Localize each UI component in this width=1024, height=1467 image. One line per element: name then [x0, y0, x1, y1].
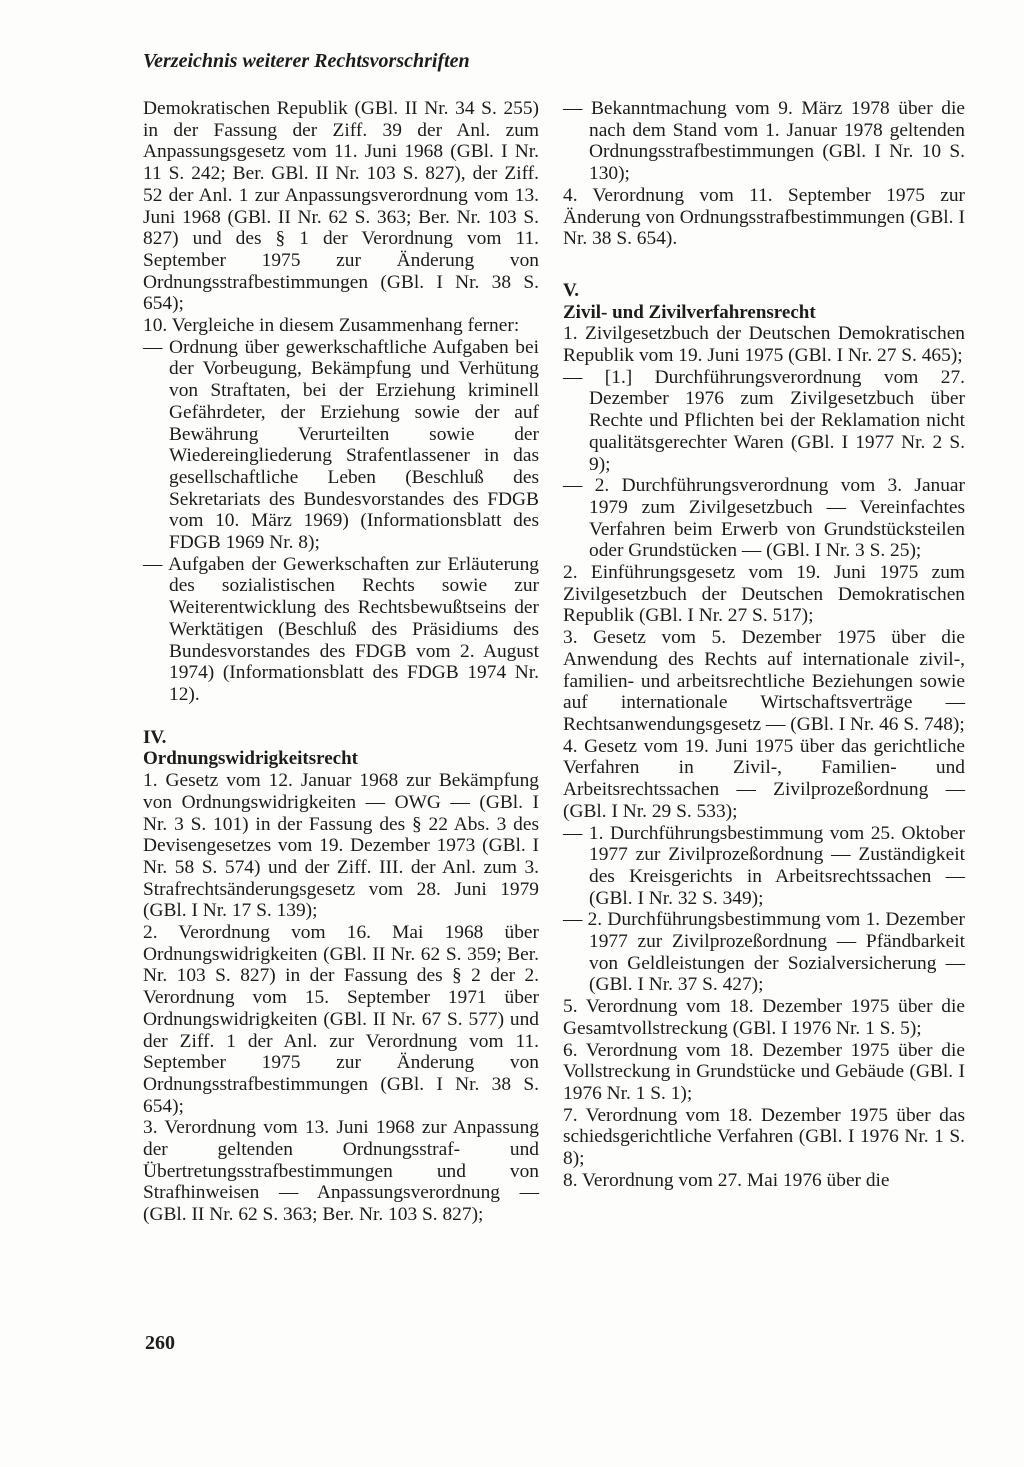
section-numeral: V.	[563, 279, 580, 301]
page-number: 260	[145, 1332, 175, 1354]
list-item: 1. Gesetz vom 12. Januar 1968 zur Bekämpfung von Ordnungswidrigkeiten — OWG — (GBl. I Nr. 3 S. 101) in der Fassung des § 22 Abs. 3 des Devisengesetzes vom 19. Dezember 1973 (GBl. I Nr. 58 S. 574) und der Ziff. III. der Anl. zum 3. Strafrechtsänderungsgesetz vom 28. Juni 1979 (GBl. I Nr. 17 S. 139);	[143, 770, 539, 922]
list-item: 7. Verordnung vom 18. Dezember 1975 über das schiedsgerichtliche Verfahren (GBl. I 1976 Nr. 1 S. 8);	[563, 1104, 965, 1170]
running-head: Verzeichnis weiterer Rechtsvorschriften	[143, 50, 470, 72]
list-item: 8. Verordnung vom 27. Mai 1976 über die	[563, 1169, 890, 1191]
section-numeral: IV.	[143, 726, 167, 748]
list-item: 2. Einführungsgesetz vom 19. Juni 1975 zum Zivilgesetzbuch der Deutschen Demokratischen Republik (GBl. I Nr. 27 S. 517);	[563, 562, 965, 627]
list-item: 1. Zivilgesetzbuch der Deutschen Demokratischen Republik vom 19. Juni 1975 (GBl. I Nr. 27 S. 465);	[563, 323, 965, 367]
section-title: Zivil- und Zivilverfahrensrecht	[563, 301, 816, 323]
list-item: — 1. Durchführungsbestimmung vom 25. Oktober 1977 zur Zivilprozeßordnung — Zuständigkeit des Kreisgerichts in Arbeitsrechtssachen — (GBl. I Nr. 32 S. 349);	[563, 822, 965, 909]
left-column	[143, 98, 539, 1226]
list-item: — Ordnung über gewerkschaftliche Aufgaben bei der Vorbeugung, Bekämpfung und Verhütung von Straftaten, bei der Erziehung kriminell Gefährdeter, der Erziehung sowie der auf Bewährung Verurteilten sowie der Wiedereingliederung Strafentlassener in das gesellschaftliche Leben (Beschluß des Sekretariats des Bundesvorstandes des FDGB vom 10. März 1969) (Informationsblatt des FDGB 1969 Nr. 8);	[143, 336, 539, 554]
list-item: — 2. Durchführungsbestimmung vom 1. Dezember 1977 zur Zivilprozeßordnung — Pfändbarkeit von Geldleistungen der Sozialversicherung — (GBl. I Nr. 37 S. 427);	[563, 909, 965, 996]
list-item: — Aufgaben der Gewerkschaften zur Erläuterung des sozialistischen Rechts sowie zur Weiterentwicklung des Rechtsbewußtseins der Werktätigen (Beschluß des Präsidiums des Bundesvorstandes des FDGB vom 2. August 1974) (Informationsblatt des FDGB 1974 Nr. 12).	[143, 553, 539, 705]
paragraph: 10. Vergleiche in diesem Zusammenhang ferner:	[143, 315, 520, 337]
list-item: 2. Verordnung vom 16. Mai 1968 über Ordnungswidrigkeiten (GBl. II Nr. 62 S. 359; Ber. Nr. 103 S. 827) in der Fassung des § 2 der 2. Verordnung vom 15. September 1971 über Ordnungswidrigkeiten (GBl. II Nr. 67 S. 577) und der Ziff. 1 der Anl. zur Verordnung vom 11. September 1975 zur Änderung von Ordnungsstrafbestimmungen (GBl. I Nr. 38 S. 654);	[143, 922, 539, 1117]
list-item: 5. Verordnung vom 18. Dezember 1975 über die Gesamtvollstreckung (GBl. I 1976 Nr. 1 S. 5);	[563, 996, 965, 1039]
list-item: 3. Verordnung vom 13. Juni 1968 zur Anpassung der geltenden Ordnungsstraf- und Übertretungsstrafbestimmungen und von Strafhinweisen — Anpassungsverordnung — (GBl. II Nr. 62 S. 363; Ber. Nr. 103 S. 827);	[143, 1117, 539, 1226]
list-item: 3. Gesetz vom 5. Dezember 1975 über die Anwendung des Rechts auf internationale zivil-, familien- und arbeitsrechtliche Beziehungen sowie auf internationale Wirtschaftsverträge — Rechtsanwendungsgesetz — (GBl. I Nr. 46 S. 748);	[563, 627, 965, 735]
right-column	[563, 98, 965, 1191]
list-item: 6. Verordnung vom 18. Dezember 1975 über die Vollstreckung in Grundstücke und Gebäude (GBl. I 1976 Nr. 1 S. 1);	[563, 1039, 965, 1104]
list-item: — 2. Durchführungsverordnung vom 3. Januar 1979 zum Zivilgesetzbuch — Vereinfachtes Verfahren beim Erwerb von Grundstücksteilen oder Grundstücken — (GBl. I Nr. 3 S. 25);	[563, 475, 965, 562]
paragraph: Demokratischen Republik (GBl. II Nr. 34 S. 255) in der Fassung der Ziff. 39 der Anl. zum Anpassungsgesetz vom 11. Juni 1968 (GBl. I Nr. 11 S. 242; Ber. GBl. II Nr. 103 S. 827), der Ziff. 52 der Anl. 1 zur Anpassungsverordnung vom 13. Juni 1968 (GBl. II Nr. 62 S. 363; Ber. Nr. 103 S. 827) und des § 1 der Verordnung vom 11. September 1975 zur Änderung von Ordnungsstrafbestimmungen (GBl. I Nr. 38 S. 654);	[143, 98, 539, 315]
section-title: Ordnungswidrigkeitsrecht	[143, 748, 359, 770]
list-item: 4. Verordnung vom 11. September 1975 zur Änderung von Ordnungsstrafbestimmungen (GBl. I Nr. 38 S. 654).	[563, 184, 965, 250]
list-item: 4. Gesetz vom 19. Juni 1975 über das gerichtliche Verfahren in Zivil-, Familien- und Arbeitsrechtssachen — Zivilprozeßordnung — (GBl. I Nr. 29 S. 533);	[563, 735, 965, 822]
list-item: — [1.] Durchführungsverordnung vom 27. Dezember 1976 zum Zivilgesetzbuch über Rechte und Pflichten bei der Reklamation nicht qualitätsgerechter Waren (GBl. I 1977 Nr. 2 S. 9);	[563, 366, 965, 475]
list-item: — Bekanntmachung vom 9. März 1978 über die nach dem Stand vom 1. Januar 1978 geltenden Ordnungsstrafbestimmungen (GBl. I Nr. 10 S. 130);	[563, 98, 965, 185]
